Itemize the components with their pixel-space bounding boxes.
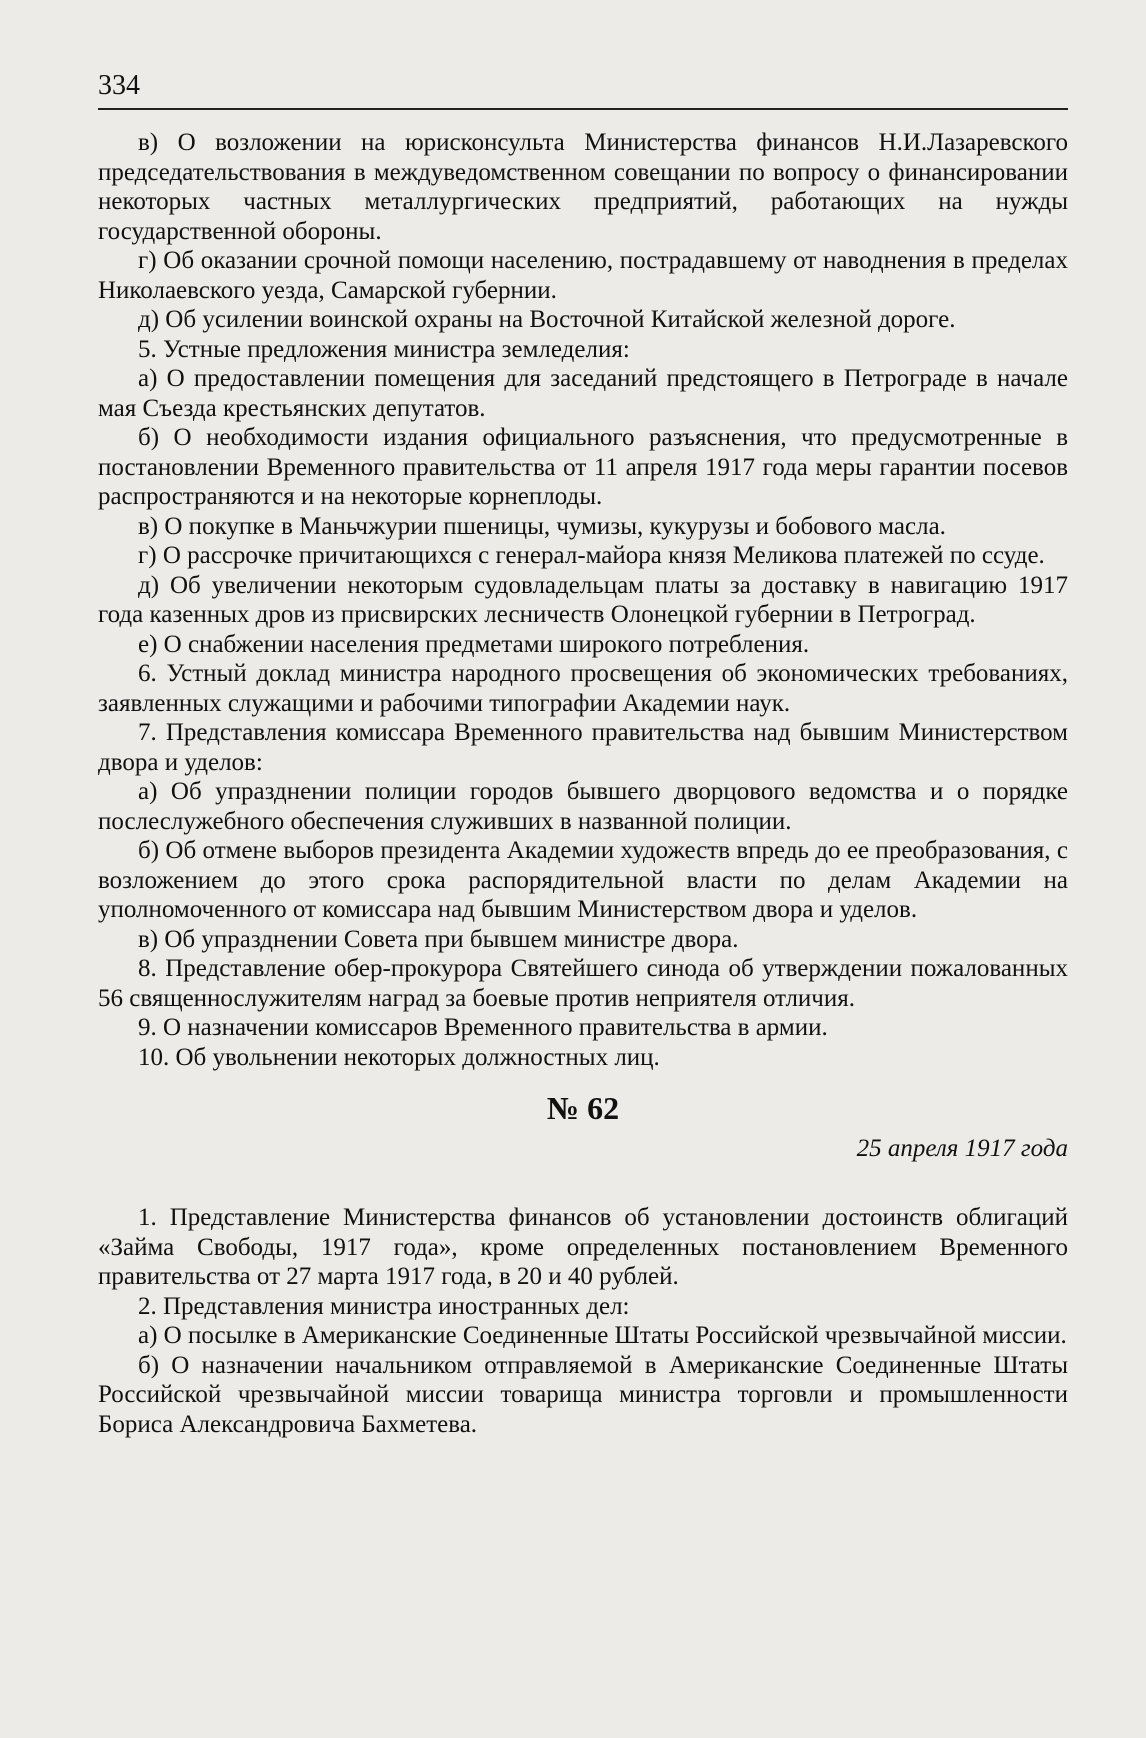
paragraph: г) О рассрочке причитающихся с генерал-майора князя Меликова платежей по ссуде. (138, 542, 1045, 569)
paragraph: 10. Об увольнении некоторых должностных лиц. (138, 1043, 660, 1071)
paragraph: б) О назначении начальником отправляемой в Американские Соединенные Штаты Российской чрезвычайной миссии товарища министра торговли и промышленности Бориса Александровича Бахметева. (98, 1351, 1068, 1438)
document-body (98, 128, 1068, 1439)
paragraph: в) Об упразднении Совета при бывшем министре двора. (138, 925, 739, 953)
paragraph: в) О возложении на юрисконсульта Министерства финансов Н.И.Лазаревского председательствования в междуведомственном совещании по вопросу о финансировании некоторых частных металлургических предприятий, работающих на нужды государственной обороны. (98, 129, 1068, 245)
bottom-section (98, 1203, 1068, 1439)
paragraph: 2. Представления министра иностранных дел: (138, 1292, 630, 1320)
paragraph: 9. О назначении комиссаров Временного правительства в армии. (138, 1014, 828, 1041)
page-number: 334 (98, 70, 140, 101)
paragraph: б) О необходимости издания официального разъяснения, что предусмотренные в постановлении Временного правительства от 11 апреля 1917 года меры гарантии посевов распространяются и на некоторые корнеплоды. (98, 424, 1068, 510)
paragraph: 7. Представления комиссара Временного правительства над бывшим Министерством двора и уделов: (98, 719, 1068, 776)
document-number: № 62 (546, 1090, 620, 1126)
document-date: 25 апреля 1917 года (856, 1134, 1068, 1162)
paragraph: а) Об упразднении полиции городов бывшего дворцового ведомства и о порядке послеслужебного обеспечения служивших в названной полиции. (98, 778, 1068, 835)
paragraph: 5. Устные предложения министра земледелия: (138, 335, 630, 363)
header-rule (98, 108, 1068, 110)
paragraph: в) О покупке в Маньчжурии пшеницы, чумизы, кукурузы и бобового масла. (138, 512, 946, 540)
paragraph: г) Об оказании срочной помощи населению, пострадавшему от наводнения в пределах Николаевского уезда, Самарской губернии. (98, 247, 1068, 304)
paragraph: 1. Представление Министерства финансов об установлении достоинств облигаций «Займа Свободы, 1917 года», кроме определенных постановлением Временного правительства от 27 марта 1917 года, в 20 и 40 рублей. (98, 1204, 1068, 1290)
paragraph: а) О посылке в Американские Соединенные Штаты Российской чрезвычайной миссии. (138, 1322, 1067, 1349)
paragraph: д) Об усилении воинской охраны на Восточной Китайской железной дороге. (138, 306, 956, 333)
paragraph: а) О предоставлении помещения для заседаний предстоящего в Петрограде в начале мая Съезда крестьянских депутатов. (98, 365, 1068, 422)
paragraph: д) Об увеличении некоторым судовладельцам платы за доставку в навигацию 1917 года казенных дров из присвирских лесничеств Олонецкой губернии в Петроград. (98, 571, 1068, 628)
paragraph: е) О снабжении населения предметами широкого потребления. (138, 630, 810, 658)
paragraph: 8. Представление обер-прокурора Святейшего синода об утверждении пожалованных 56 священнослужителям наград за боевые против неприятеля отличия. (98, 955, 1068, 1012)
paragraph: 6. Устный доклад министра народного просвещения об экономических требованиях, заявленных служащими и рабочими типографии Академии наук. (98, 660, 1068, 717)
top-section (98, 128, 1068, 1072)
paragraph: б) Об отмене выборов президента Академии художеств впредь до ее преобразования, с возложением до этого срока распорядительной власти по делам Академии на уполномоченного от комиссара над бывшим Министерством двора и уделов. (98, 837, 1068, 923)
